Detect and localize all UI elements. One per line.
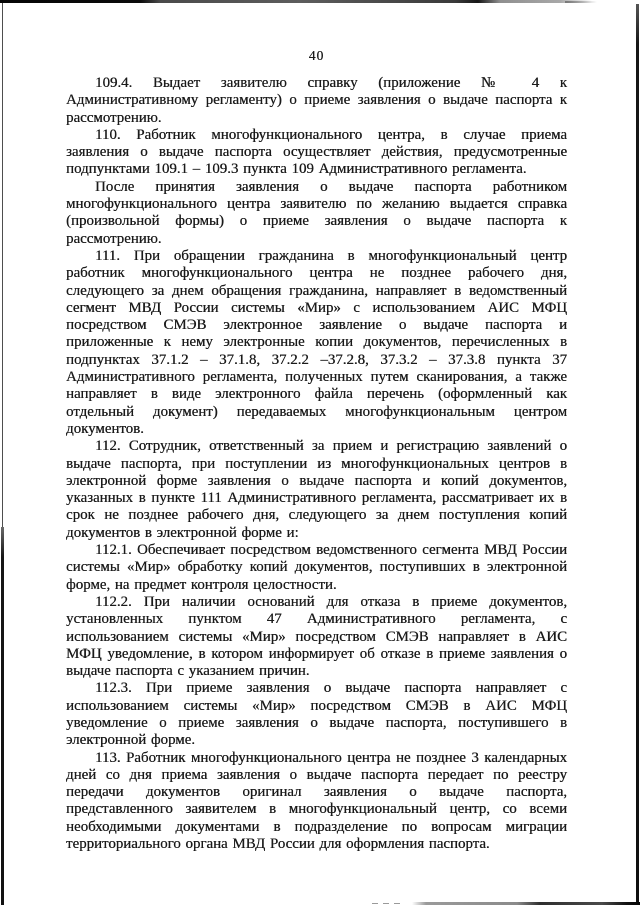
paragraph-110: 110. Работник многофункционального центра, в случае приема заявления о выдаче паспорта осуществляет действия, предусмотренные подпунктами 109.1 – 109.3 пункта 109 Административного регламента. [66, 126, 567, 178]
paragraph-112-2: 112.2. При наличии оснований для отказа в приеме документов, установленных пунктом 47 Административного регламента, с использованием системы «Мир» посредством СМЭВ направляет в АИС МФЦ уведомление, в котором информирует об отказе в приеме заявления о выдаче паспорта с указанием причин. [66, 593, 567, 680]
paragraph-110-note: После принятия заявления о выдаче паспорта работником многофункционального центра заявителю по желанию выдается справка (произвольной формы) о приеме заявления о выдаче паспорта к рассмотрению. [66, 178, 567, 247]
paragraph-109-4: 109.4. Выдает заявителю справку (приложение № 4 к Административному регламенту) о приеме заявления о выдаче паспорта к рассмотрению. [66, 75, 567, 126]
paragraph-113: 113. Работник многофункционального центра не позднее 3 календарных дней со дня приема заявления о выдаче паспорта передает по реестру передачи документов оригинал заявления о выдаче паспорта, представленного заявителем в многофункциональный центр, со всеми необходимыми документами в подразделение по вопросам миграции территориального органа МВД России для оформления паспорта. [66, 749, 567, 853]
scan-edge-top [0, 0, 597, 3]
page-number: 40 [308, 48, 325, 63]
paragraph-112-1: 112.1. Обеспечивает посредством ведомственного сегмента МВД России системы «Мир» обработку копий документов, поступивших в электронной форме, на предмет контроля целостности. [66, 542, 567, 593]
paragraph-112-3: 112.3. При приеме заявления о выдаче паспорта направляет с использованием системы «Мир» посредством СМЭВ в АИС МФЦ уведомление о приеме заявления о выдаче паспорта, поступившего в электронной форме. [66, 680, 567, 749]
document-text-block [66, 48, 567, 853]
paragraph-112: 112. Сотрудник, ответственный за прием и регистрацию заявлений о выдаче паспорта, при поступлении из многофункциональных центров в электронной форме заявления о выдаче паспорта и копий документов, указанных в пункте 111 Административного регламента, рассматривает их в срок не позднее рабочего дня, следующего за днем поступления копий документов в электронной форме и: [66, 438, 567, 541]
scan-edge-top-tick [565, 1, 597, 3]
scan-edge-right [636, 4, 639, 905]
scan-edge-bottom-tick [372, 903, 402, 904]
scan-edge-left-lower [1, 527, 4, 905]
paragraph-111: 111. При обращении гражданина в многофункциональный центр работник многофункционального центра не позднее рабочего дня, следующего за днем обращения гражданина, направляет в ведомственный сегмент МВД России системы «Мир» с использованием АИС МФЦ посредством СМЭВ электронное заявление о выдаче паспорта и приложенные к нему электронные копии документов, перечисленных в подпунктах 37.1.2 – 37.1.8, 37.2.2 –37.2.8, 37.3.2 – 37.3.8 пункта 37 Административного регламента, полученных путем сканирования, а также направляет в виде электронного файла перечень (оформленный как отдельный документ) передаваемых многофункциональным центром документов. [66, 247, 567, 437]
scan-edge-left [2, 3, 3, 527]
